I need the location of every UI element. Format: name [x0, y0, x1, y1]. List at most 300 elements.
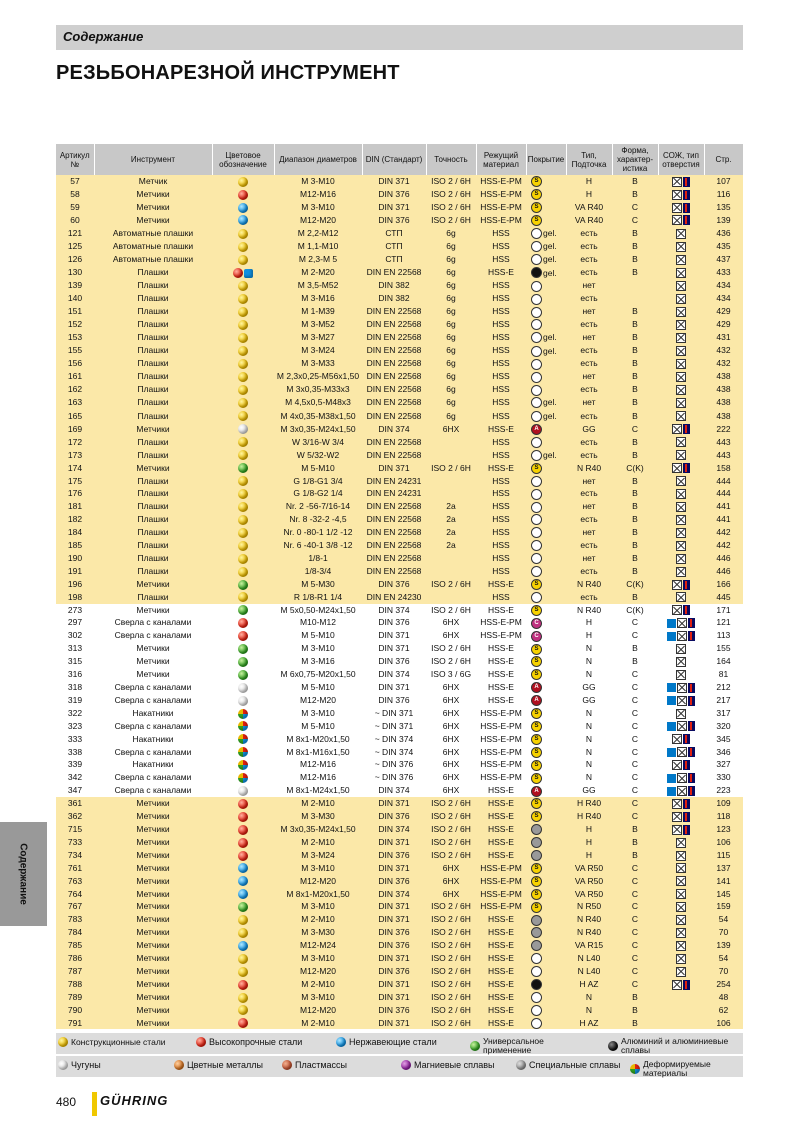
color-code-cell — [212, 175, 274, 188]
form-characteristic: C — [612, 939, 658, 952]
tool-name: Плашки — [94, 591, 212, 604]
cutting-material: HSS-E — [476, 462, 526, 475]
table-row — [56, 331, 743, 344]
diameter-range: M 2-M10 — [274, 836, 362, 849]
white-ball-icon — [238, 786, 248, 796]
page-reference: 433 — [704, 266, 743, 279]
tool-name: Накатники — [94, 733, 212, 746]
cutting-material: HSS-E — [476, 604, 526, 617]
tolerance: 6HX — [426, 720, 476, 733]
coating-icon — [531, 592, 542, 603]
coolant-cell — [658, 175, 704, 188]
coolant-cell — [658, 526, 704, 539]
table-row — [56, 409, 743, 422]
yellow-ball-icon — [238, 554, 248, 564]
diameter-range: M12-M16 — [274, 771, 362, 784]
page-reference: 135 — [704, 201, 743, 214]
coating-cell — [526, 539, 566, 552]
coating-note: gel. — [543, 267, 557, 278]
article-number: 785 — [56, 939, 94, 952]
yellow-ball-icon — [238, 229, 248, 239]
table-row — [56, 707, 743, 720]
type-grind: нет — [566, 552, 612, 565]
section-header-label: Содержание — [63, 29, 144, 44]
article-number: 152 — [56, 318, 94, 331]
coolant-box-icon — [676, 307, 686, 317]
cutting-material: HSS-E-PM — [476, 771, 526, 784]
tolerance — [426, 565, 476, 578]
article-number: 791 — [56, 1017, 94, 1030]
tolerance: ISO 2 / 6H — [426, 188, 476, 201]
table-row — [56, 939, 743, 952]
yellow-ball-icon — [238, 567, 248, 577]
yellow-ball-icon — [238, 359, 248, 369]
tool-name: Плашки — [94, 513, 212, 526]
article-number: 190 — [56, 552, 94, 565]
cutting-material: HSS — [476, 409, 526, 422]
coolant-box-icon — [677, 618, 687, 628]
coolant-box-icon — [676, 515, 686, 525]
cutting-material: HSS-E-PM — [476, 746, 526, 759]
green-ball-icon — [238, 580, 248, 590]
blue-ball-icon — [238, 941, 248, 951]
tolerance: ISO 2 / 6H — [426, 926, 476, 939]
table-row — [56, 668, 743, 681]
article-number: 172 — [56, 436, 94, 449]
color-code-cell — [212, 292, 274, 305]
coating-icon — [531, 359, 542, 370]
coating-icon: S — [531, 773, 542, 784]
black-ball-icon — [608, 1041, 618, 1051]
coating-icon: C — [531, 631, 542, 642]
form-characteristic: C — [612, 797, 658, 810]
yellow-ball-icon — [238, 528, 248, 538]
coating-icon: S — [531, 876, 542, 887]
article-number: 196 — [56, 578, 94, 591]
cutting-material: HSS — [476, 292, 526, 305]
table-row — [56, 1004, 743, 1017]
table-row — [56, 681, 743, 694]
coolant-box-icon — [676, 928, 686, 938]
tool-name: Метчики — [94, 900, 212, 913]
diameter-range: R 1/8-R1 1/4 — [274, 591, 362, 604]
diameter-range: M12-M20 — [274, 965, 362, 978]
cutting-material: HSS — [476, 552, 526, 565]
diameter-range: M12-M24 — [274, 939, 362, 952]
column-header: Стр. — [704, 144, 743, 175]
yellow-ball-icon — [238, 294, 248, 304]
table-row — [56, 797, 743, 810]
coolant-box-icon — [676, 554, 686, 564]
din-standard: DIN EN 22568 — [362, 305, 426, 318]
tool-name: Накатники — [94, 707, 212, 720]
color-code-cell — [212, 849, 274, 862]
tolerance: 6HX — [426, 694, 476, 707]
coolant-box-icon — [672, 424, 682, 434]
table-row — [56, 720, 743, 733]
article-number: 347 — [56, 784, 94, 797]
article-number: 342 — [56, 771, 94, 784]
table-row — [56, 836, 743, 849]
coolant-cell — [658, 513, 704, 526]
coolant-box-icon — [672, 825, 682, 835]
color-code-cell — [212, 526, 274, 539]
coating-icon — [531, 476, 542, 487]
tool-name: Накатники — [94, 758, 212, 771]
coating-cell — [526, 526, 566, 539]
form-characteristic: B — [612, 565, 658, 578]
grey-ball-icon — [516, 1060, 526, 1070]
coolant-cell — [658, 668, 704, 681]
form-characteristic: B — [612, 849, 658, 862]
din-standard: DIN 376 — [362, 655, 426, 668]
form-characteristic: B — [612, 487, 658, 500]
color-code-cell — [212, 939, 274, 952]
coating-cell — [526, 616, 566, 629]
diameter-range: M 4x0,35-M38x1,50 — [274, 409, 362, 422]
table-row — [56, 849, 743, 862]
page-reference: 435 — [704, 240, 743, 253]
form-characteristic: B — [612, 436, 658, 449]
article-number: 787 — [56, 965, 94, 978]
coating-cell — [526, 681, 566, 694]
page-reference: 123 — [704, 823, 743, 836]
coolant-cell — [658, 655, 704, 668]
type-grind: VA R40 — [566, 214, 612, 227]
article-number: 273 — [56, 604, 94, 617]
article-number: 169 — [56, 423, 94, 436]
type-grind: VA R40 — [566, 201, 612, 214]
color-code-cell — [212, 591, 274, 604]
form-characteristic: C — [612, 629, 658, 642]
multi-ball-icon — [238, 734, 248, 744]
diameter-range: W 3/16-W 3/4 — [274, 436, 362, 449]
cutting-material: HSS-E-PM — [476, 616, 526, 629]
tolerance: 6g — [426, 409, 476, 422]
diameter-range: M 2,3x0,25-M56x1,50 — [274, 370, 362, 383]
tool-name: Сверла с каналами — [94, 771, 212, 784]
coating-icon — [531, 450, 542, 461]
yellow-ball-icon — [238, 281, 248, 291]
coating-cell — [526, 900, 566, 913]
coolant-channel-icon — [683, 203, 690, 213]
coolant-channel-icon — [683, 580, 690, 590]
tolerance: ISO 2 / 6H — [426, 939, 476, 952]
din-standard: DIN EN 22568 — [362, 331, 426, 344]
white-ball-icon — [238, 424, 248, 434]
tolerance: 2a — [426, 539, 476, 552]
cutting-material: HSS-E — [476, 836, 526, 849]
cutting-material: HSS-E — [476, 926, 526, 939]
coating-cell — [526, 436, 566, 449]
coating-cell — [526, 1004, 566, 1017]
cutting-material: HSS — [476, 227, 526, 240]
table-row — [56, 926, 743, 939]
coolant-channel-icon — [683, 190, 690, 200]
diameter-range: M 3-M10 — [274, 991, 362, 1004]
form-characteristic: C — [612, 707, 658, 720]
type-grind: H R40 — [566, 810, 612, 823]
yellow-ball-icon — [238, 385, 248, 395]
form-characteristic: C — [612, 214, 658, 227]
white-ball-icon — [238, 683, 248, 693]
coolant-cell — [658, 733, 704, 746]
article-number: 323 — [56, 720, 94, 733]
coolant-box-icon — [676, 851, 686, 861]
table-row — [56, 913, 743, 926]
cutting-material: HSS-E — [476, 655, 526, 668]
type-grind: есть — [566, 266, 612, 279]
brown-ball-icon — [282, 1060, 292, 1070]
page-reference: 320 — [704, 720, 743, 733]
din-standard: DIN 376 — [362, 810, 426, 823]
coolant-cell — [658, 253, 704, 266]
tolerance: 6HX — [426, 784, 476, 797]
coolant-a-icon — [667, 619, 676, 628]
coating-cell — [526, 694, 566, 707]
page-reference: 54 — [704, 913, 743, 926]
diameter-range: Nr. 8 -32-2 -4,5 — [274, 513, 362, 526]
page-reference: 137 — [704, 862, 743, 875]
coating-cell — [526, 836, 566, 849]
coolant-cell — [658, 487, 704, 500]
coating-cell — [526, 810, 566, 823]
coating-icon — [531, 837, 542, 848]
coating-icon — [531, 385, 542, 396]
table-row — [56, 448, 743, 461]
coating-cell — [526, 188, 566, 201]
green-ball-icon — [238, 644, 248, 654]
legend-item — [630, 1060, 753, 1078]
coolant-cell — [658, 771, 704, 784]
coating-icon — [531, 992, 542, 1003]
form-characteristic: C — [612, 746, 658, 759]
yellow-ball-icon — [238, 398, 248, 408]
table-row — [56, 862, 743, 875]
coating-cell — [526, 629, 566, 642]
tool-name: Сверла с каналами — [94, 616, 212, 629]
yellow-ball-icon — [238, 307, 248, 317]
coating-icon: S — [531, 760, 542, 771]
page-reference: 438 — [704, 409, 743, 422]
coolant-box-icon — [676, 657, 686, 667]
coolant-cell — [658, 836, 704, 849]
diameter-range: M 3-M10 — [274, 201, 362, 214]
coolant-cell — [658, 240, 704, 253]
coolant-cell — [658, 991, 704, 1004]
page-reference: 444 — [704, 487, 743, 500]
coolant-box-icon — [676, 489, 686, 499]
table-row — [56, 175, 743, 188]
tool-name: Метчики — [94, 888, 212, 901]
diameter-range: M 3-M10 — [274, 952, 362, 965]
tolerance — [426, 552, 476, 565]
type-grind: N — [566, 642, 612, 655]
color-code-cell — [212, 900, 274, 913]
tool-name: Метчики — [94, 939, 212, 952]
color-code-cell — [212, 758, 274, 771]
din-standard: DIN EN 24231 — [362, 487, 426, 500]
red-ball-icon — [238, 190, 248, 200]
page-reference: 223 — [704, 784, 743, 797]
color-code-cell — [212, 279, 274, 292]
coating-cell — [526, 720, 566, 733]
page-reference: 212 — [704, 681, 743, 694]
tolerance: ISO 2 / 6H — [426, 823, 476, 836]
coolant-box-icon — [676, 437, 686, 447]
page-reference: 345 — [704, 733, 743, 746]
article-number: 302 — [56, 629, 94, 642]
cutting-material: HSS-E-PM — [476, 862, 526, 875]
type-grind: есть — [566, 357, 612, 370]
coating-cell — [526, 926, 566, 939]
legend-item — [516, 1060, 620, 1070]
coating-cell — [526, 318, 566, 331]
article-number: 182 — [56, 513, 94, 526]
table-row — [56, 771, 743, 784]
tolerance: ISO 2 / 6H — [426, 578, 476, 591]
red-ball-icon — [238, 631, 248, 641]
color-code-cell — [212, 823, 274, 836]
din-standard: DIN 376 — [362, 214, 426, 227]
coolant-cell — [658, 604, 704, 617]
diameter-range: M 3-M33 — [274, 357, 362, 370]
coating-icon — [531, 241, 542, 252]
coating-note: gel. — [543, 397, 557, 408]
table-row — [56, 978, 743, 991]
coolant-cell — [658, 475, 704, 488]
tool-name: Плашки — [94, 357, 212, 370]
din-standard: DIN 371 — [362, 1017, 426, 1030]
coolant-channel-icon — [683, 980, 690, 990]
cutting-material: HSS-E — [476, 266, 526, 279]
page-reference: 118 — [704, 810, 743, 823]
type-grind: GG — [566, 423, 612, 436]
page-reference: 327 — [704, 758, 743, 771]
din-standard: DIN EN 22568 — [362, 318, 426, 331]
legend-label: Высокопрочные стали — [209, 1036, 303, 1047]
din-standard: DIN 376 — [362, 188, 426, 201]
page-reference: 441 — [704, 513, 743, 526]
type-grind: нет — [566, 370, 612, 383]
article-number: 786 — [56, 952, 94, 965]
coating-cell — [526, 952, 566, 965]
diameter-range: M 5x0,50-M24x1,50 — [274, 604, 362, 617]
form-characteristic: C — [612, 720, 658, 733]
coating-cell — [526, 383, 566, 396]
color-code-cell — [212, 513, 274, 526]
tolerance: 6HX — [426, 758, 476, 771]
article-number: 174 — [56, 462, 94, 475]
article-number: 318 — [56, 681, 94, 694]
side-tab[interactable] — [0, 822, 47, 926]
diameter-range: M12-M20 — [274, 214, 362, 227]
coating-cell — [526, 978, 566, 991]
din-standard: DIN 371 — [362, 629, 426, 642]
type-grind: H — [566, 823, 612, 836]
legend-item — [58, 1060, 101, 1070]
coating-icon — [531, 254, 542, 265]
coating-icon — [531, 397, 542, 408]
coating-icon — [531, 489, 542, 500]
form-characteristic: C — [612, 965, 658, 978]
tolerance: ISO 2 / 6H — [426, 214, 476, 227]
yellow-ball-icon — [238, 346, 248, 356]
din-standard: DIN 371 — [362, 462, 426, 475]
coating-cell — [526, 939, 566, 952]
coolant-channel-icon — [688, 773, 695, 783]
coolant-box-icon — [672, 463, 682, 473]
cutting-material: HSS-E — [476, 642, 526, 655]
tool-name: Плашки — [94, 318, 212, 331]
article-number: 163 — [56, 396, 94, 409]
diameter-range: M 1,1-M10 — [274, 240, 362, 253]
table-row — [56, 526, 743, 539]
legend-row-2 — [56, 1056, 743, 1077]
multi-ball-icon — [630, 1064, 640, 1074]
coolant-box-icon — [672, 177, 682, 187]
tool-name: Плашки — [94, 500, 212, 513]
form-characteristic: B — [612, 253, 658, 266]
coating-cell — [526, 331, 566, 344]
page-reference: 54 — [704, 952, 743, 965]
white-ball-icon — [238, 696, 248, 706]
coating-icon — [531, 228, 542, 239]
coolant-box-icon — [672, 605, 682, 615]
color-code-cell — [212, 913, 274, 926]
type-grind: N — [566, 771, 612, 784]
table-row — [56, 991, 743, 1004]
color-code-cell — [212, 487, 274, 500]
blue-ball-icon — [238, 215, 248, 225]
coating-cell — [526, 797, 566, 810]
din-standard: ~ DIN 374 — [362, 733, 426, 746]
coolant-box-icon — [676, 346, 686, 356]
article-number: 162 — [56, 383, 94, 396]
form-characteristic — [612, 292, 658, 305]
coolant-box-icon — [672, 760, 682, 770]
tool-name: Метчики — [94, 604, 212, 617]
tool-name: Сверла с каналами — [94, 746, 212, 759]
table-row — [56, 214, 743, 227]
color-code-cell — [212, 810, 274, 823]
cutting-material: HSS-E — [476, 784, 526, 797]
form-characteristic: C — [612, 423, 658, 436]
page-reference: 159 — [704, 900, 743, 913]
din-standard: DIN 371 — [362, 900, 426, 913]
blue-ball-icon — [238, 889, 248, 899]
diameter-range: M 2-M10 — [274, 797, 362, 810]
multi-ball-icon — [238, 773, 248, 783]
form-characteristic: C — [612, 784, 658, 797]
form-characteristic: B — [612, 240, 658, 253]
tool-name: Плашки — [94, 344, 212, 357]
tool-name: Плашки — [94, 279, 212, 292]
form-characteristic: C(K) — [612, 578, 658, 591]
coating-icon — [531, 979, 542, 990]
coating-icon: S — [531, 605, 542, 616]
coating-icon: A — [531, 682, 542, 693]
diameter-range: M 2,2-M12 — [274, 227, 362, 240]
tool-name: Автоматные плашки — [94, 253, 212, 266]
form-characteristic: C — [612, 201, 658, 214]
red-ball-icon — [238, 838, 248, 848]
tolerance: ISO 2 / 6H — [426, 797, 476, 810]
article-number: 184 — [56, 526, 94, 539]
coolant-cell — [658, 810, 704, 823]
coolant-cell — [658, 331, 704, 344]
coolant-cell — [658, 913, 704, 926]
